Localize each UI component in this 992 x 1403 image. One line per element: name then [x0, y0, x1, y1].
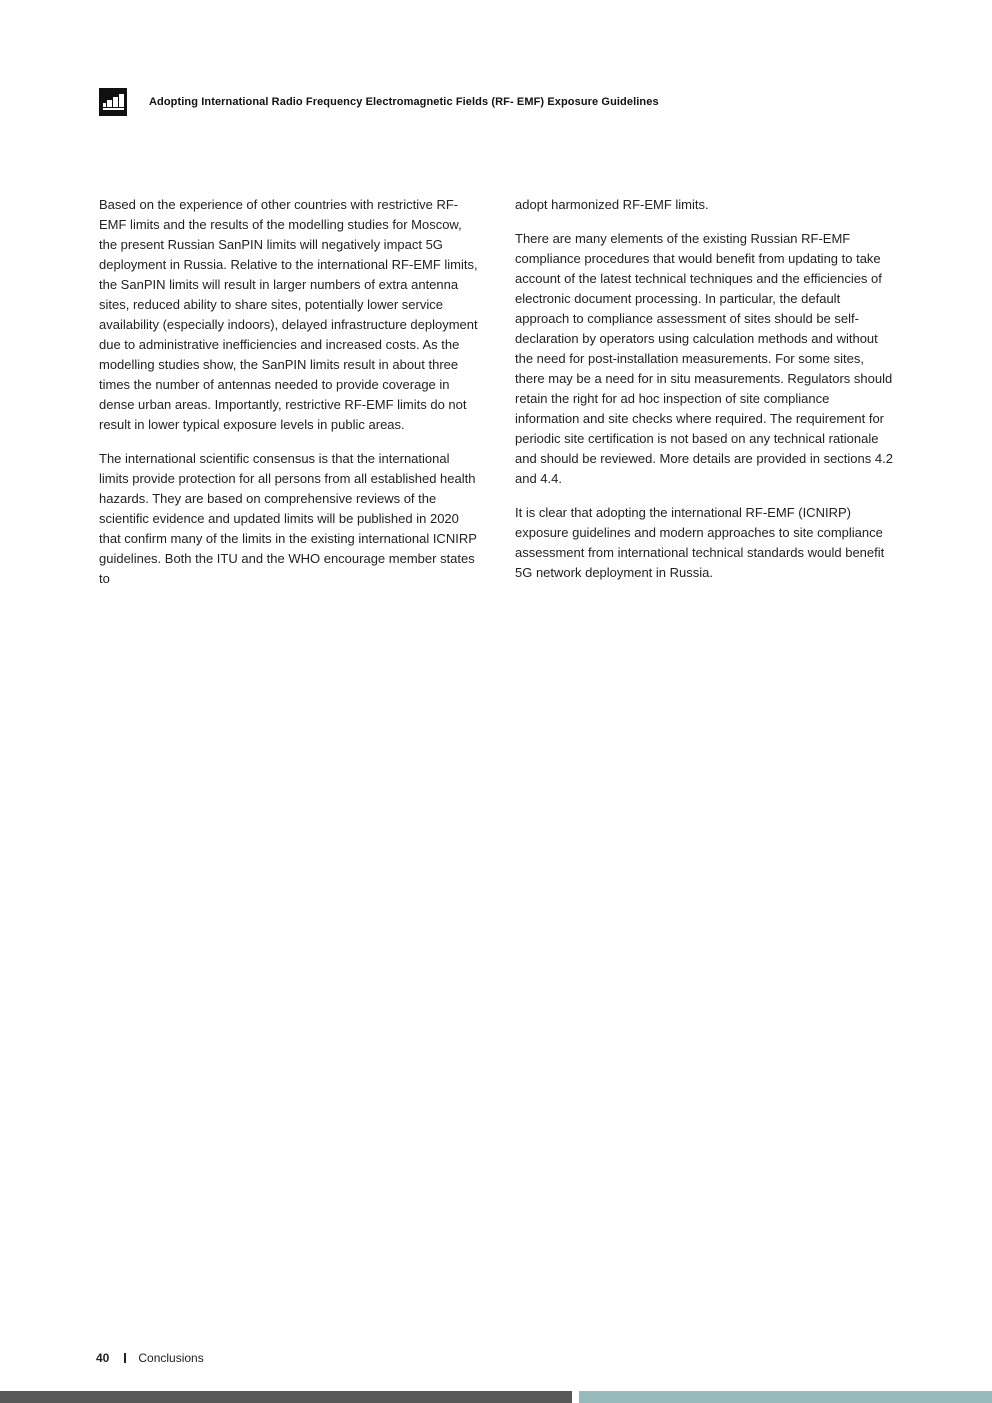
right-column — [515, 195, 897, 597]
paragraph: There are many elements of the existing Russian RF-EMF compliance procedures that would benefit from updating to take account of the latest technical techniques and the efficiencies of electronic document processing. In particular, the default approach to compliance assessment of sites should be self-declaration by operators using calculation methods and without the need for post-installation measurements. For some sites, there may be a need for in situ measurements. Regulators should retain the right for ad hoc inspection of site compliance information and site checks where required. The requirement for periodic site certification is not based on any technical rationale and should be reviewed. More details are provided in sections 4.2 and 4.4. — [515, 231, 893, 486]
footer-bar-dark — [0, 1391, 572, 1403]
paragraph: The international scientific consensus is that the international limits provide protection for all persons from all established health hazards. They are based on comprehensive reviews of the scientific evidence and updated limits will be published in 2020 that confirm many of the limits in the existing international ICNIRP guidelines. Both the ITU and the WHO encourage member states to — [99, 451, 477, 586]
page-number: 40 — [96, 1351, 110, 1365]
paragraph: Based on the experience of other countries with restrictive RF-EMF limits and the results of the modelling studies for Moscow, the present Russian SanPIN limits will negatively impact 5G deployment in Russia. Relative to the international RF-EMF limits, the SanPIN limits will result in larger numbers of extra antenna sites, reduced ability to share sites, potentially lower service availability (especially indoors), delayed infrastructure deployment due to administrative inefficiencies and increased costs. As the modelling studies show, the SanPIN limits result in about three times the number of antennas needed to provide coverage in dense urban areas. Importantly, restrictive RF-EMF limits do not result in lower typical exposure levels in public areas. — [99, 197, 478, 432]
paragraph: adopt harmonized RF-EMF limits. — [515, 197, 709, 212]
footer-bar-teal — [579, 1391, 992, 1403]
gsma-logo-icon — [99, 88, 127, 116]
page-footer — [96, 1351, 204, 1365]
page-header — [99, 88, 659, 116]
left-column — [99, 195, 479, 603]
paragraph: It is clear that adopting the international RF-EMF (ICNIRP) exposure guidelines and modern approaches to site compliance assessment from international technical standards would benefit 5G network deployment in Russia. — [515, 505, 885, 580]
section-label: Conclusions — [138, 1351, 204, 1365]
document-title: Adopting International Radio Frequency Electromagnetic Fields (RF- EMF) Exposure Guidelines — [149, 96, 659, 108]
footer-divider — [124, 1353, 126, 1363]
